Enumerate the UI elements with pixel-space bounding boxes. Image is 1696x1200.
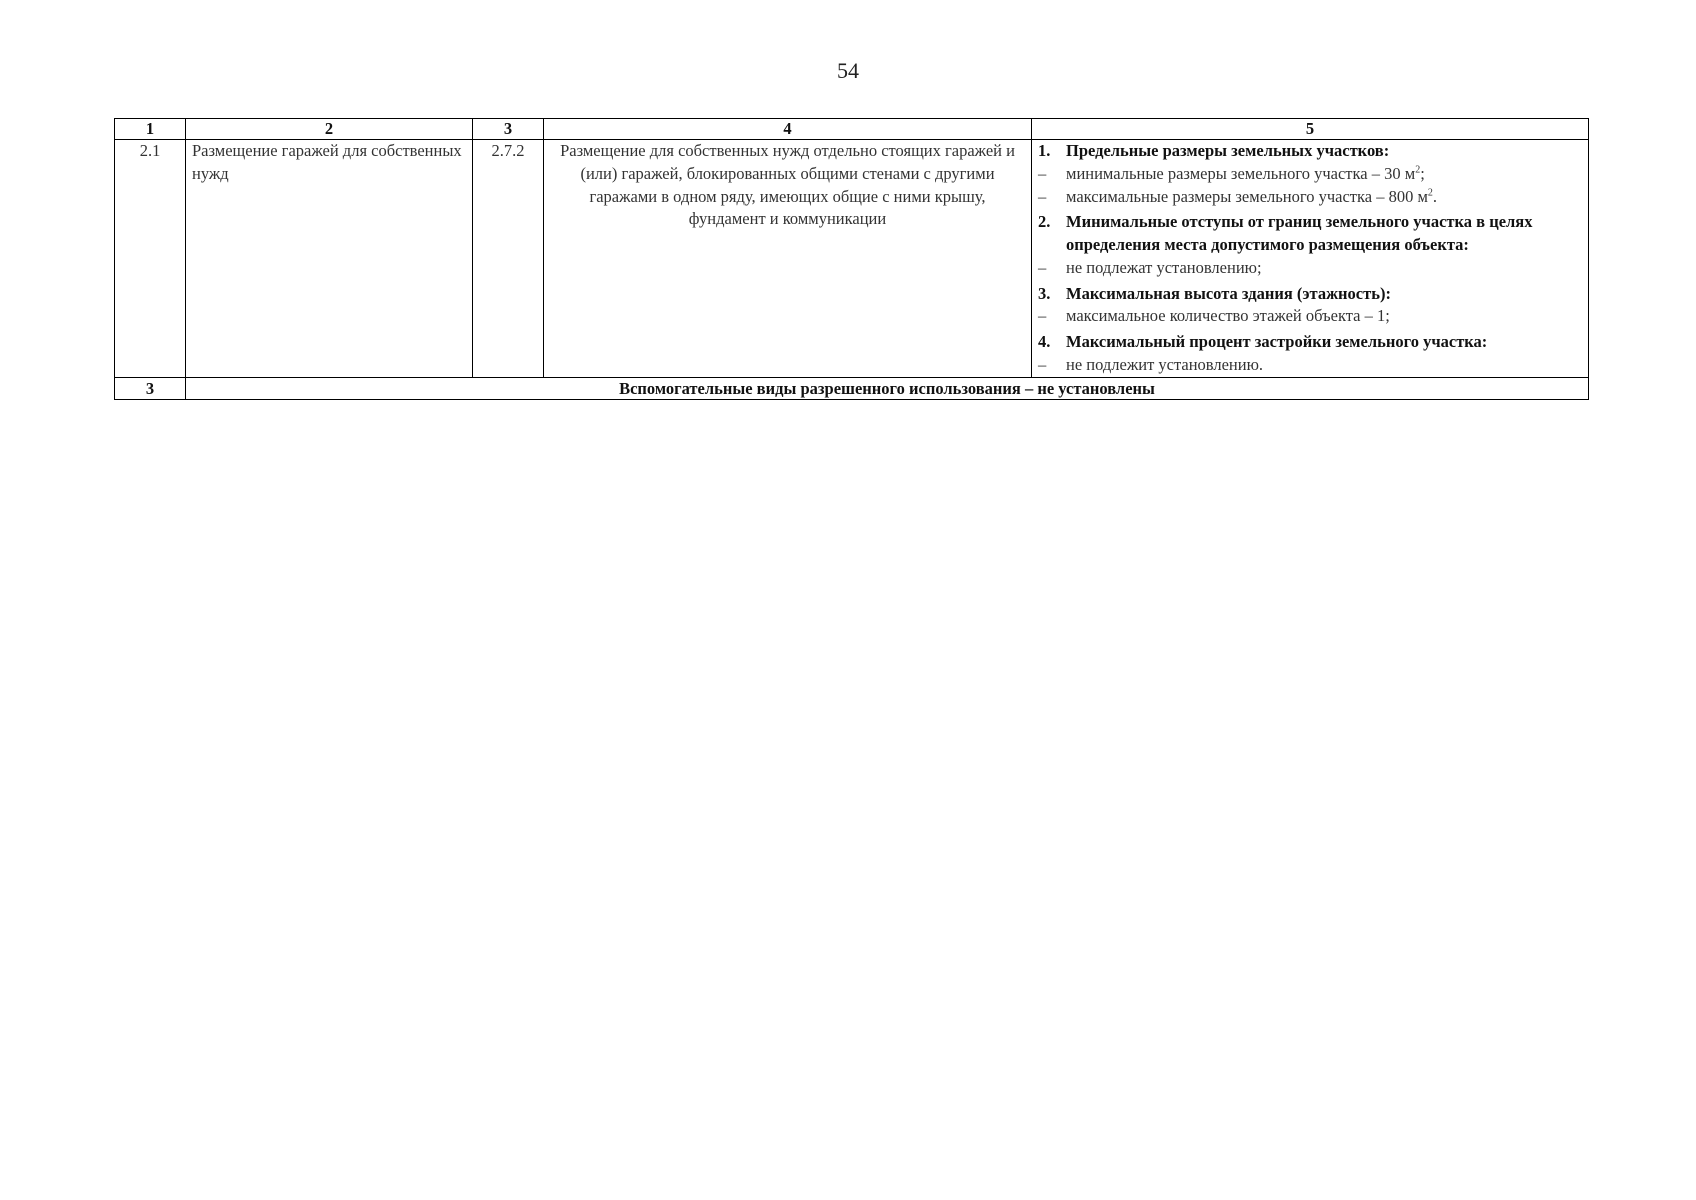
list-item bbox=[1038, 305, 1582, 328]
use-type-code: 2.7.2 bbox=[473, 140, 544, 378]
dash-marker: – bbox=[1038, 306, 1047, 326]
table-row bbox=[115, 377, 1589, 399]
page-number: 54 bbox=[837, 58, 859, 83]
header-col-2: 2 bbox=[186, 119, 473, 140]
limit-group-height bbox=[1038, 283, 1582, 329]
list-item bbox=[1038, 257, 1582, 280]
limit-heading bbox=[1038, 283, 1582, 306]
limit-number: 4. bbox=[1038, 332, 1051, 352]
list-item bbox=[1038, 186, 1582, 209]
dash-marker: – bbox=[1038, 163, 1047, 183]
header-col-4: 4 bbox=[544, 119, 1032, 140]
use-type-description: Размещение для собственных нужд отдельно стоящих гаражей и (или) гаражей, блокированных общими стенами с другими гаражами в одном ряду, имеющих общие с ними крышу, фундамент и коммуникации bbox=[544, 140, 1032, 378]
list-item-text: максимальное количество этажей объекта – 1; bbox=[1066, 306, 1390, 326]
limit-number: 3. bbox=[1038, 283, 1051, 303]
limit-number: 1. bbox=[1038, 141, 1051, 160]
dash-marker: – bbox=[1038, 186, 1047, 206]
limit-heading-text: Максимальный процент застройки земельного участка: bbox=[1066, 332, 1488, 352]
use-type-name: Размещение гаражей для собственных нужд bbox=[186, 140, 473, 378]
list-item-text: не подлежат установлению; bbox=[1066, 257, 1262, 277]
limit-heading bbox=[1038, 211, 1582, 257]
auxiliary-uses-note: Вспомогательные виды разрешенного использования – не установлены bbox=[186, 377, 1589, 399]
limit-heading-text: Предельные размеры земельных участков: bbox=[1066, 141, 1390, 160]
list-item-text: минимальные размеры земельного участка – 30 $м^2$; bbox=[1066, 163, 1425, 183]
table-header-row bbox=[115, 119, 1589, 140]
list-item-text: не подлежит установлению. bbox=[1066, 354, 1264, 374]
superscript: 2 bbox=[1427, 187, 1433, 199]
table-row bbox=[115, 140, 1589, 378]
limit-number: 2. bbox=[1038, 212, 1051, 232]
header-col-5: 5 bbox=[1032, 119, 1589, 140]
dash-marker: – bbox=[1038, 257, 1047, 277]
limit-parameters bbox=[1032, 140, 1589, 378]
limit-group-coverage bbox=[1038, 331, 1582, 377]
list-item bbox=[1038, 354, 1582, 377]
limit-group-sizes bbox=[1038, 140, 1582, 208]
list-item bbox=[1038, 163, 1582, 186]
list-item-text: максимальные размеры земельного участка – 800 $м^2$. bbox=[1066, 186, 1438, 206]
row-number: 2.1 bbox=[115, 140, 186, 378]
header-col-3: 3 bbox=[473, 119, 544, 140]
limit-heading bbox=[1038, 331, 1582, 354]
limit-heading-text: Максимальная высота здания (этажность): bbox=[1066, 283, 1391, 303]
header-col-1: 1 bbox=[115, 119, 186, 140]
superscript: 2 bbox=[1415, 164, 1421, 176]
row-number: 3 bbox=[115, 377, 186, 399]
limit-group-setbacks bbox=[1038, 211, 1582, 279]
zoning-table bbox=[114, 118, 1589, 400]
limit-heading bbox=[1038, 140, 1582, 163]
limit-heading-text: Минимальные отступы от границ земельного участка в целях определения места допустимого размещения объекта: bbox=[1066, 212, 1533, 255]
dash-marker: – bbox=[1038, 354, 1047, 374]
